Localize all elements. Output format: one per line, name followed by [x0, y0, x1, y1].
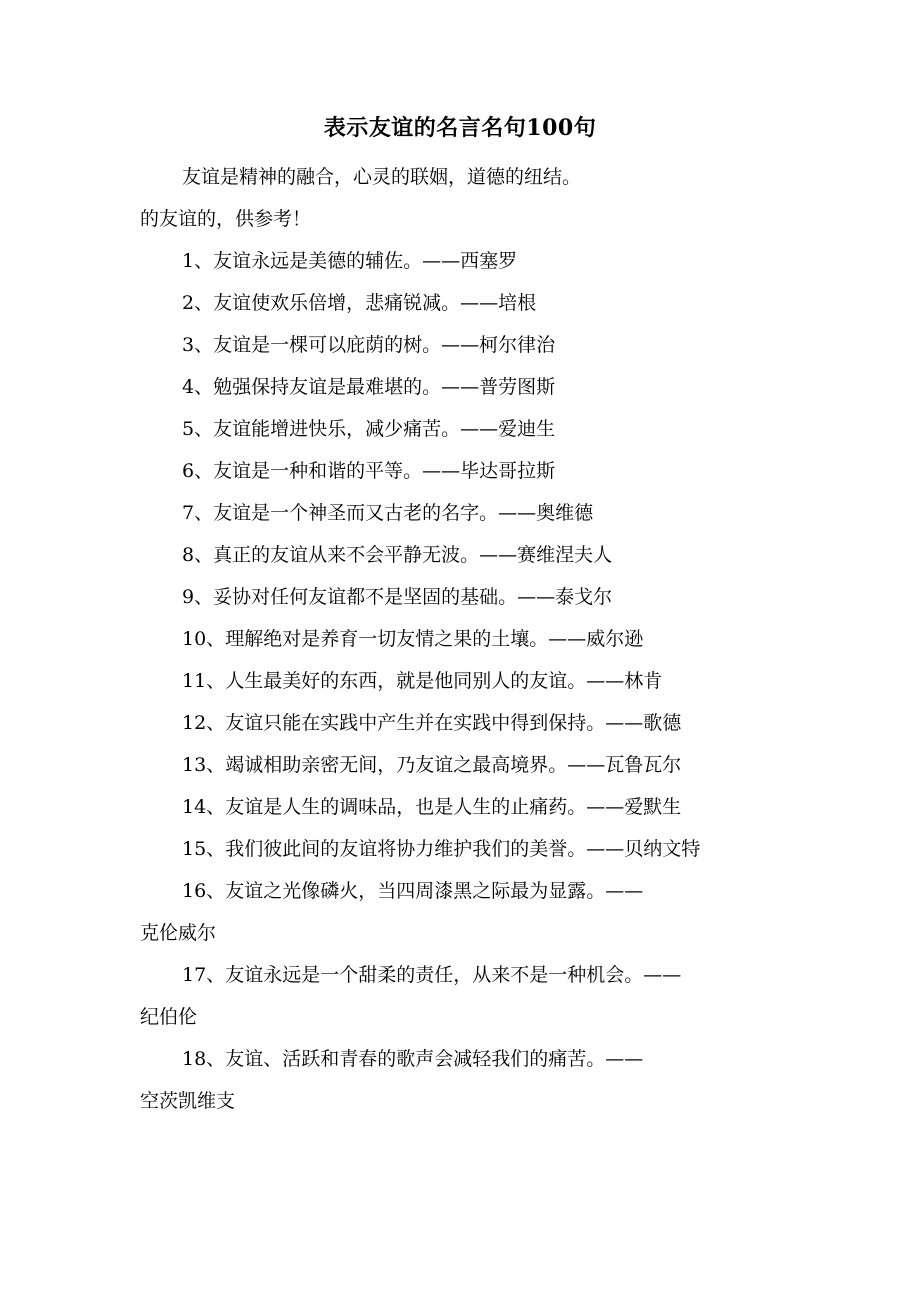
quote-number: 3、	[182, 334, 214, 356]
intro-continuation: 的友谊的，供参考！	[140, 208, 312, 230]
quote-text: 友谊是人生的调味品，也是人生的止痛药。——爱默生	[225, 796, 682, 818]
quote-item	[140, 828, 780, 870]
quote-number: 14、	[182, 796, 226, 818]
quote-text: 友谊之光像磷火，当四周漆黑之际最为显露。——	[225, 880, 644, 902]
quote-author-continuation: 克伦威尔	[140, 922, 217, 944]
quote-text: 友谊永远是一个甜柔的责任，从来不是一种机会。——	[225, 964, 682, 986]
quote-number: 9、	[182, 586, 214, 608]
document-title: 表示友谊的名言名句100句	[323, 115, 597, 141]
quote-text: 妥协对任何友谊都不是坚固的基础。——泰戈尔	[213, 586, 613, 608]
quote-text: 我们彼此间的友谊将协力维护我们的美誉。——贝纳文特	[225, 838, 701, 860]
quote-item	[140, 576, 780, 618]
quote-item	[140, 450, 780, 492]
intro-paragraph: 友谊是精神的融合，心灵的联姻，道德的纽结。	[182, 166, 582, 188]
quote-number: 12、	[182, 712, 226, 734]
quote-text: 友谊只能在实践中产生并在实践中得到保持。——歌德	[225, 712, 682, 734]
quote-number: 6、	[182, 460, 214, 482]
quote-item	[140, 492, 780, 534]
quote-text: 友谊是一种和谐的平等。——毕达哥拉斯	[213, 460, 556, 482]
quote-item	[140, 366, 780, 408]
quote-number: 5、	[182, 418, 214, 440]
quote-number: 13、	[182, 754, 226, 776]
quote-item	[140, 744, 780, 786]
quote-number: 1、	[182, 250, 214, 272]
quote-text: 人生最美好的东西，就是他同别人的友谊。——林肯	[225, 670, 663, 692]
quote-item	[140, 534, 780, 576]
quote-text: 理解绝对是养育一切友情之果的土壤。——威尔逊	[225, 628, 644, 650]
quote-item	[140, 870, 780, 954]
quote-author-continuation: 纪伯伦	[140, 1006, 198, 1028]
quote-text: 真正的友谊从来不会平静无波。——赛维涅夫人	[213, 544, 613, 566]
quote-author-continuation: 空茨凯维支	[140, 1090, 236, 1112]
quote-text: 友谊是一个神圣而又古老的名字。——奥维德	[213, 502, 594, 524]
quote-text: 友谊能增进快乐，减少痛苦。——爱迪生	[213, 418, 556, 440]
quote-number: 15、	[182, 838, 226, 860]
quote-number: 16、	[182, 880, 226, 902]
quote-text: 友谊是一棵可以庇荫的树。——柯尔律治	[213, 334, 556, 356]
quote-item	[140, 408, 780, 450]
quote-text: 友谊使欢乐倍增，悲痛锐减。——培根	[213, 292, 537, 314]
quote-item	[140, 324, 780, 366]
quote-item	[140, 702, 780, 744]
quote-item	[140, 660, 780, 702]
quote-text: 友谊永远是美德的辅佐。——西塞罗	[213, 250, 518, 272]
quote-number: 8、	[182, 544, 214, 566]
quote-text: 勉强保持友谊是最难堪的。——普劳图斯	[213, 376, 556, 398]
quote-number: 7、	[182, 502, 214, 524]
quote-item	[140, 282, 780, 324]
quote-number: 2、	[182, 292, 214, 314]
quote-item	[140, 1038, 780, 1122]
quote-item	[140, 618, 780, 660]
quote-text: 友谊、活跃和青春的歌声会减轻我们的痛苦。——	[225, 1048, 644, 1070]
quote-number: 10、	[182, 628, 226, 650]
quote-item	[140, 954, 780, 1038]
quote-text: 竭诚相助亲密无间，乃友谊之最高境界。——瓦鲁瓦尔	[225, 754, 682, 776]
quote-item	[140, 786, 780, 828]
quote-item	[140, 240, 780, 282]
quote-number: 4、	[182, 376, 214, 398]
quote-number: 17、	[182, 964, 226, 986]
document-body	[140, 156, 780, 1122]
quote-number: 18、	[182, 1048, 226, 1070]
quote-number: 11、	[182, 670, 226, 692]
